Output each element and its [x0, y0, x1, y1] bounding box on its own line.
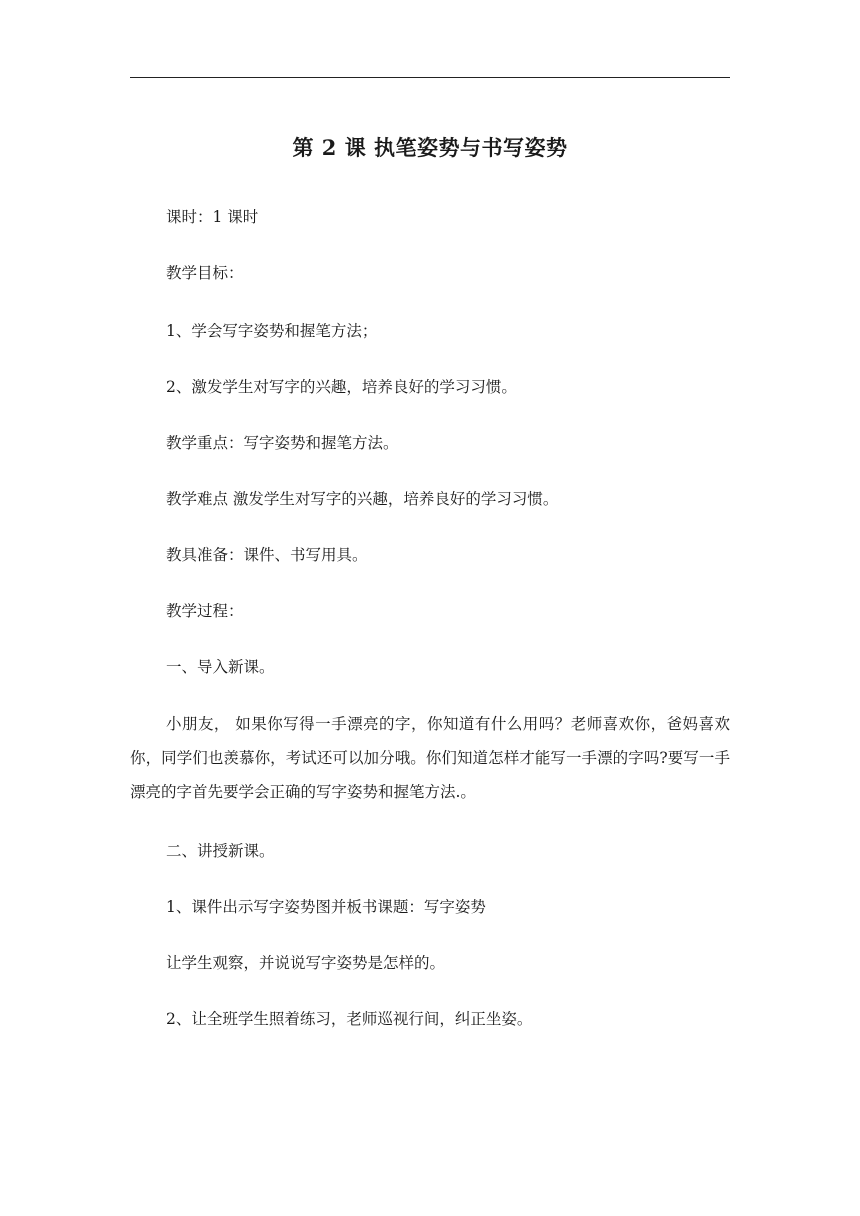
new-lesson-step-1: 1、课件出示写字姿势图并板书课题：写字姿势 [166, 898, 486, 916]
intro-paragraph: 小朋友， 如果你写得一手漂亮的字，你知道有什么用吗？老师喜欢你，爸妈喜欢你，同学们也羡慕你，考试还可以加分哦。你们知道怎样才能写一手漂的字吗?要写一手漂亮的字首先要学会正确的写字姿势和握笔方法.。 [130, 715, 730, 801]
header-rule [130, 77, 730, 78]
goal-item-2: 2、激发学生对写字的兴趣，培养良好的学习习惯。 [166, 378, 517, 396]
teaching-process-heading: 教学过程： [166, 602, 244, 620]
observation-instruction: 让学生观察，并说说写字姿势是怎样的。 [166, 954, 446, 972]
teaching-focus: 教学重点：写字姿势和握笔方法。 [166, 434, 399, 452]
goal-item-1: 1、学会写字姿势和握笔方法； [166, 322, 378, 340]
section-intro-heading: 一、导入新课。 [166, 658, 275, 676]
lesson-hours: 课时：1 课时 [166, 208, 259, 226]
teaching-difficulty: 教学难点 激发学生对写字的兴趣，培养良好的学习习惯。 [166, 490, 559, 508]
section-new-lesson-heading: 二、讲授新课。 [166, 842, 275, 860]
teaching-materials: 教具准备：课件、书写用具。 [166, 546, 368, 564]
teaching-goals-heading: 教学目标： [166, 264, 244, 282]
page-title: 第 2 课 执笔姿势与书写姿势 [292, 135, 568, 160]
new-lesson-step-2: 2、让全班学生照着练习，老师巡视行间，纠正坐姿。 [166, 1010, 533, 1028]
